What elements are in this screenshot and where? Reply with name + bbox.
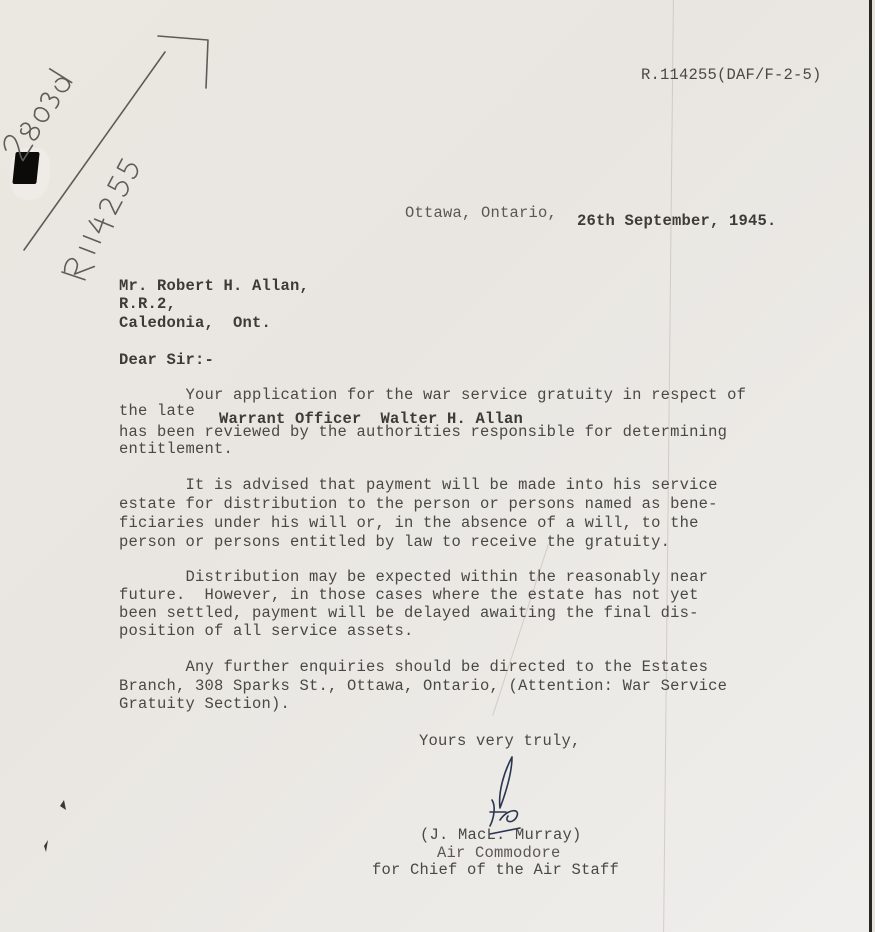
salutation: Dear Sir:- xyxy=(119,351,215,369)
body-paragraph-4-line: Branch, 308 Sparks St., Ottawa, Ontario, (Attention: War Service xyxy=(119,677,728,695)
body-paragraph-1-line: Your application for the war service gratuity in respect of xyxy=(119,386,747,404)
body-paragraph-4-line: Gratuity Section). xyxy=(119,695,291,713)
body-paragraph-2-line: It is advised that payment will be made into his service xyxy=(119,476,718,494)
deceased-name: Warrant Officer Walter H. Allan xyxy=(219,410,524,428)
body-paragraph-1-line: the late xyxy=(119,402,196,420)
body-paragraph-1-line: entitlement. xyxy=(119,440,234,458)
recipient-address-line: R.R.2, xyxy=(119,295,177,313)
body-paragraph-1-line: has been reviewed by the authorities responsible for determining xyxy=(119,423,728,441)
signatory-name: (J. MacL. Murray) xyxy=(420,826,582,844)
body-paragraph-3-line: position of all service assets. xyxy=(119,622,414,640)
file-reference: R.114255(DAF/F-2-5) xyxy=(641,66,822,84)
body-paragraph-2-line: person or persons entitled by law to receive the gratuity. xyxy=(119,533,671,551)
body-paragraph-2-line: estate for distribution to the person or persons named as bene- xyxy=(119,495,718,513)
signatory-rank: Air Commodore xyxy=(437,844,561,862)
signatory-title: for Chief of the Air Staff xyxy=(372,861,620,879)
body-paragraph-3-line: been settled, payment will be delayed awaiting the final dis- xyxy=(119,604,699,622)
recipient-name: Mr. Robert H. Allan, xyxy=(119,277,310,295)
body-paragraph-3-line: future. However, in those cases where the estate has not yet xyxy=(119,586,699,604)
letter-place: Ottawa, Ontario, xyxy=(405,204,558,222)
recipient-city: Caledonia, Ont. xyxy=(119,314,272,332)
body-paragraph-2-line: ficiaries under his will or, in the absence of a will, to the xyxy=(119,514,699,532)
body-paragraph-3-line: Distribution may be expected within the reasonably near xyxy=(119,568,709,586)
body-paragraph-4-line: Any further enquiries should be directed to the Estates xyxy=(119,658,709,676)
letter-date: 26th September, 1945. xyxy=(577,212,777,230)
closing: Yours very truly, xyxy=(419,732,581,750)
